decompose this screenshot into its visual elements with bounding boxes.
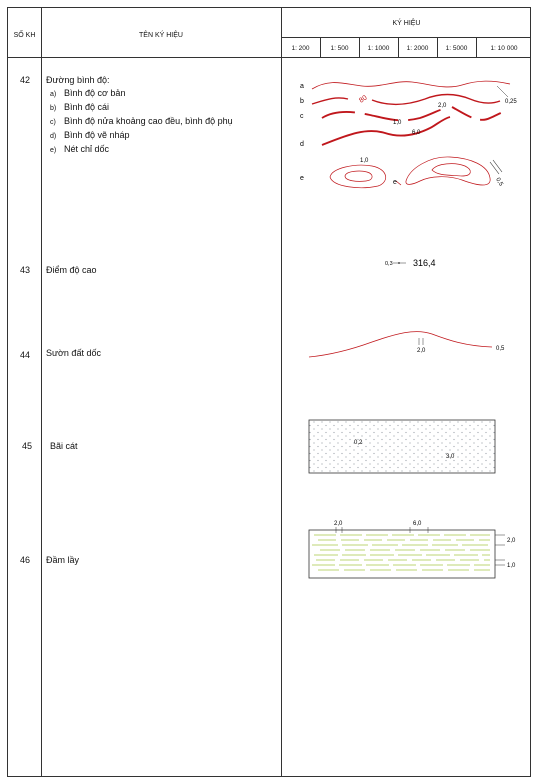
contour-basic-line [312, 81, 510, 89]
dim-05: 0,5 [494, 177, 504, 188]
row-45-number: 45 [21, 441, 32, 451]
sand-dim-30: 3,0 [446, 454, 455, 460]
row-label-e2: e [393, 179, 397, 186]
row-46-name: Đầm lầy [46, 555, 80, 565]
row-44-name: Sườn đất dốc [46, 348, 101, 358]
header-number: SỐ KH [13, 32, 36, 39]
header-symbol: KÝ HIỆU [392, 20, 421, 27]
row-label-c: c [300, 113, 304, 120]
row-label-e: e [300, 175, 304, 182]
steep-slope-line [309, 332, 492, 357]
dim-10b: 1,0 [360, 158, 369, 164]
dim-20: 2,0 [438, 103, 447, 109]
row-label-a: a [300, 83, 304, 90]
row-45-name: Bãi cát [50, 441, 78, 451]
spot-height-value: 316,4 [413, 258, 436, 268]
scale-500: 1: 500 [330, 45, 349, 52]
contour-index-line-right [372, 95, 500, 105]
contour-sketch-line [322, 117, 450, 145]
row-42-sub-d: d) Bình độ vẽ nháp [50, 130, 130, 140]
contour-hill-inner [432, 164, 470, 176]
scale-1000: 1: 1000 [367, 45, 390, 52]
row-42-name: Đường bình độ: [46, 75, 110, 85]
scale-10000: 1: 10 000 [490, 45, 518, 52]
dim-60: 6,0 [412, 130, 421, 136]
row-44-number: 44 [19, 350, 30, 360]
row-42-number: 42 [19, 75, 30, 85]
slope-dim-05: 0,5 [496, 346, 505, 352]
marsh-dim-60: 6,0 [413, 521, 422, 527]
marsh-dim-10: 1,0 [507, 563, 516, 569]
marsh-dim-20-top: 2,0 [334, 521, 343, 527]
scale-2000: 1: 2000 [406, 45, 429, 52]
dim-025: 0,25 [505, 99, 517, 105]
scale-200: 1: 200 [291, 45, 310, 52]
contour-supplementary-line-right [452, 107, 506, 120]
contour-hill-outer [406, 157, 490, 185]
row-42-sub-e: e) Nét chỉ dốc [50, 144, 110, 154]
contour-supplementary-line [322, 109, 444, 120]
header-name: TÊN KÝ HIỆU [139, 32, 183, 39]
row-label-b: b [300, 98, 304, 105]
row-46-number: 46 [19, 555, 30, 565]
row-42-sub-c: c) Bình độ nửa khoảng cao đều, bình độ phụ [50, 116, 233, 126]
sand-area [309, 420, 495, 473]
row-42-sub-a: a) Bình độ cơ bản [50, 88, 126, 98]
row-43-name: Điểm độ cao [46, 265, 97, 275]
contour-index-line-left [312, 98, 348, 104]
row-label-d: d [300, 141, 304, 148]
marsh-area [309, 530, 495, 578]
spot-dim: 0,3 [385, 261, 393, 267]
row-43-number: 43 [19, 265, 30, 275]
slope-dim-20: 2,0 [417, 348, 426, 354]
contour-loop-outer [330, 165, 386, 188]
index-contour-value: 80 [358, 94, 369, 105]
marsh-dim-20-right: 2,0 [507, 538, 516, 544]
sand-dim-02: 0,2 [354, 440, 363, 446]
scale-5000: 1: 5000 [445, 45, 468, 52]
contour-symbols [312, 81, 510, 188]
contour-loop-inner [345, 171, 372, 181]
row-42-sub-b: b) Bình độ cái [50, 102, 110, 112]
dim-10: 1,0 [393, 120, 402, 126]
